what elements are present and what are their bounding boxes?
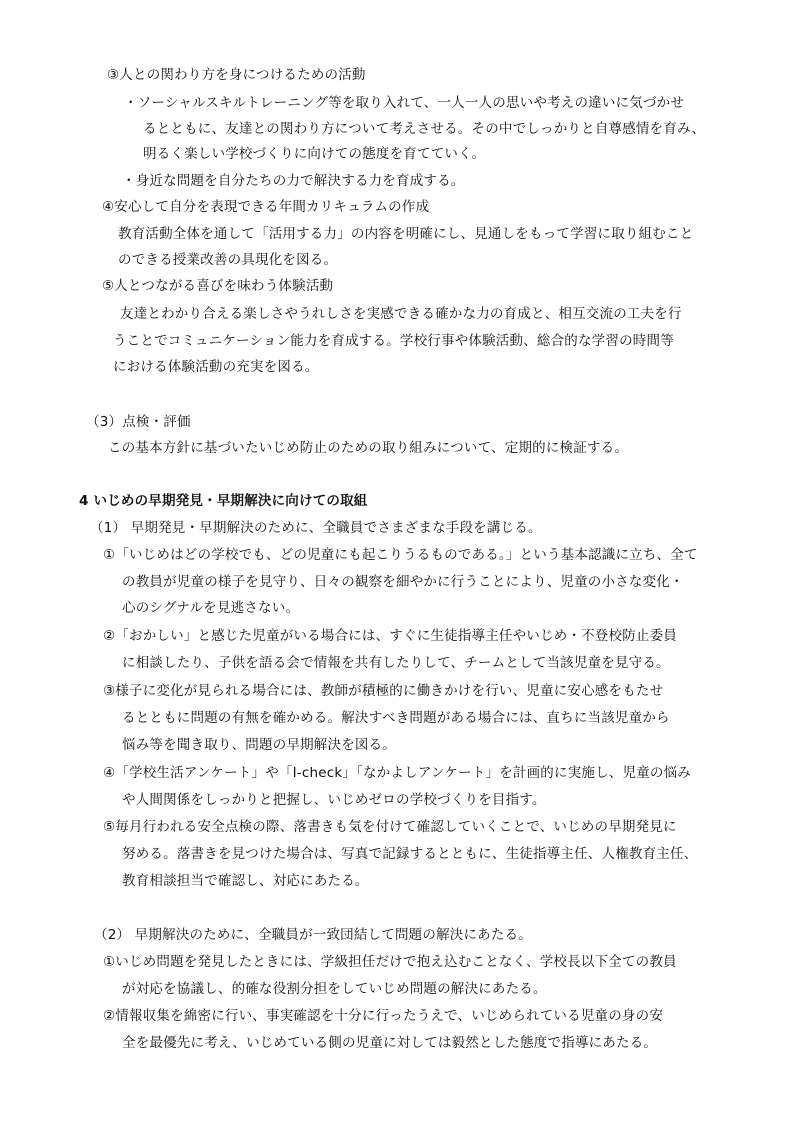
p1-item5-line2: 努める。落書きを見つけた場合は、写真で記録するとともに、生徒指導主任、人権教育主任、 — [122, 846, 698, 862]
p1-item2-line1: ②「おかしい」と感じた児童がいる場合には、すぐに生徒指導主任やいじめ・不登校防止委員 — [103, 628, 678, 644]
item3-bullet2: ・身近な問題を自分たちの力で解決する力を育成する。 — [122, 173, 465, 189]
p2-item1-line1: ①いじめ問題を発見したときには、学級担任だけで抱え込むことなく、学校長以下全ての教員 — [103, 954, 677, 970]
p1-item1-line2: の教員が児童の様子を見守り、日々の観察を細やかに行うことにより、児童の小さな変化・ — [122, 574, 684, 590]
item5-body-line2: うことでコミュニケーション能力を育成する。学校行事や体験活動、総合的な学習の時間等 — [113, 333, 674, 349]
item3-bullet1-line1: ・ソーシャルスキルトレーニング等を取り入れて、一人一人の思いや考えの違いに気づかせ — [124, 95, 685, 111]
p1-item5-line3: 教育相談担当で確認し、対応にあたる。 — [122, 873, 369, 889]
item5-heading: ⑤人とつながる喜びを味わう体験活動 — [102, 278, 334, 294]
check-heading: （3）点検・評価 — [86, 414, 191, 430]
section4-title: 4 いじめの早期発見・早期解決に向けての取組 — [79, 493, 368, 509]
p1-heading: （1） 早期発見・早期解決のために、全職員でさまざまな手段を講じる。 — [90, 520, 542, 536]
item3-bullet1-line2: るとともに、友達との関わり方について考えさせる。その中でしっかりと自尊感情を育み、 — [143, 121, 706, 137]
item3-heading: ③人との関わり方を身につけるための活動 — [107, 67, 366, 83]
item4-body-line1: 教育活動全体を通して「活用する力」の内容を明確にし、見通しをもって学習に取り組むこと — [118, 226, 694, 242]
item5-body-line1: 友達とわかり合える楽しさやうれしさを実感できる確かな力の育成と、相互交流の工夫を行 — [120, 306, 682, 322]
p1-item3-line1: ③様子に変化が見られる場合には、教師が積極的に働きかけを行い、児童に安心感をもたせ — [103, 683, 664, 699]
item3-bullet1-line3: 明るく楽しい学校づくりに向けての態度を育てていく。 — [143, 146, 486, 162]
p2-heading: （2） 早期解決のために、全職員が一致団結して問題の解決にあたる。 — [94, 927, 532, 943]
item4-body-line2: のできる授業改善の具現化を図る。 — [118, 252, 338, 268]
p1-item4-line2: や人間関係をしっかりと把握し、いじめゼロの学校づくりを目指す。 — [122, 792, 546, 808]
p1-item1-line1: ①「いじめはどの学校でも、どの児童にも起こりうるものである。」という基本認識に立ち、全て — [103, 547, 698, 563]
item4-heading: ④安心して自分を表現できる年間カリキュラムの作成 — [102, 199, 430, 215]
p2-item2-line2: 全を最優先に考え、いじめている側の児童に対しては毅然とした態度で指導にあたる。 — [122, 1035, 658, 1051]
p2-item1-line2: が対応を協議し、的確な役割分担をしていじめ問題の解決にあたる。 — [122, 981, 547, 997]
check-body: この基本方針に基づいたいじめ防止のための取り組みについて、定期的に検証する。 — [108, 440, 629, 456]
p1-item3-line2: るとともに問題の有無を確かめる。解決すべき問題がある場合には、直ちに当該児童から — [122, 710, 670, 726]
p1-item5-line1: ⑤毎月行われる安全点検の際、落書きも気を付けて確認していくことで、いじめの早期発見に — [103, 819, 677, 835]
p1-item1-line3: 心のシグナルを見逃さない。 — [122, 600, 300, 616]
item5-body-line3: における体験活動の充実を図る。 — [113, 359, 319, 375]
p1-item2-line2: に相談したり、子供を語る会で情報を共有したりして、チームとして当該児童を見守る。 — [122, 655, 670, 671]
p1-item4-line1: ④「学校生活アンケート」や「I-check」「なかよしアンケート」を計画的に実施し、児童の悩み — [103, 765, 692, 781]
p1-item3-line3: 悩み等を聞き取り、問題の早期解決を図る。 — [122, 737, 396, 753]
p2-item2-line1: ②情報収集を綿密に行い、事実確認を十分に行ったうえで、いじめられている児童の身の安 — [103, 1008, 664, 1024]
